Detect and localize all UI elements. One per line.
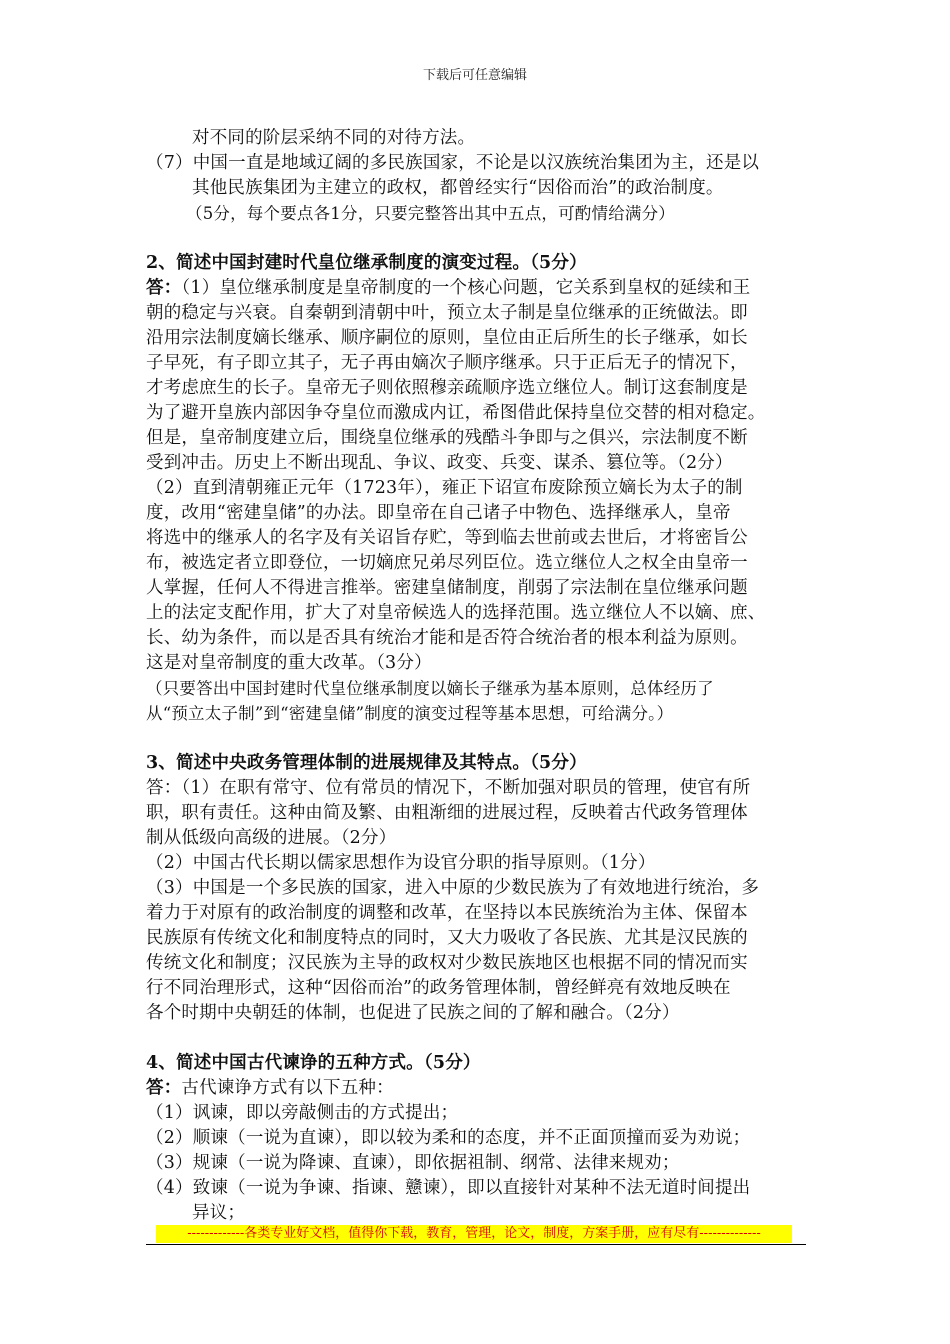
question2-answer-line: 将选中的继承人的名字及有关诏旨存贮，等到临去世前或去世后，才将密旨公 [146,528,748,548]
question2-answer-line: 长、幼为条件，而以是否具有统治才能和是否符合统治者的根本利益为原则。 [146,628,748,648]
question4-answer-line: （2）顺谏（一说为直谏），即以较为柔和的态度，并不正面顶撞而妥为劝说； [146,1128,751,1148]
point7-line2: 其他民族集团为主建立的政权，都曾经实行“因俗而治”的政治制度。 [192,178,724,198]
document-body [146,126,826,1226]
footer-divider [146,1244,806,1245]
question2-answer-line: 布，被选定者立即登位，一切嫡庶兄弟尽列臣位。选立继位人之权全由皇帝一 [146,553,748,573]
question4-intro: 古代谏诤方式有以下五种： [181,1078,394,1098]
question2-answer-line: 受到冲击。历史上不断出现乱、争议、政变、兵变、谋杀、篡位等。（2分） [146,453,733,473]
question2-answer-line: 子早死，有子即立其子，无子再由嫡次子顺序继承。只于正后无子的情况下， [146,353,748,373]
question3-answer-line: （3）中国是一个多民族的国家，进入中原的少数民族为了有效地进行统治，多 [146,878,760,898]
question2-answer-line: 度，改用“密建皇储”的办法。即皇帝在自己诸子中物色、选择继承人，皇帝 [146,503,731,523]
question2-note-line: （只要答出中国封建时代皇位继承制度以嫡长子继承为基本原则，总体经历了 [146,679,714,698]
question2-title: 2、简述中国封建时代皇位继承制度的演变过程。（5分） [146,253,587,273]
answer-label: 答： [146,1078,182,1098]
question2-note-line: 从“预立太子制”到“密建皇储”制度的演变过程等基本思想，可给满分。） [146,704,674,723]
question4-answer-line: （3）规谏（一说为降谏、直谏），即依据祖制、纲常、法律来规劝； [146,1153,680,1173]
question3-answer-line: 制从低级向高级的进展。（2分） [146,828,397,848]
question3-title: 3、简述中央政务管理体制的进展规律及其特点。（5分） [146,753,587,773]
answer-label: 答： [146,278,182,298]
footer-banner: -------------各类专业好文档，值得你下载，教育，管理，论文，制度，方案手册，应有尽有-------------- [156,1225,792,1243]
question4-answer-line: （1）讽谏，即以旁敲侧击的方式提出； [146,1103,459,1123]
question2-answer-line: 这是对皇帝制度的重大改革。（3分） [146,653,432,673]
question2-answer-line: （2）直到清朝雍正元年（1723年），雍正下诏宣布废除预立嫡长为太子的制 [146,478,743,498]
question3-answer-line: （2）中国古代长期以儒家思想作为设官分职的指导原则。（1分） [146,853,656,873]
question2-answer-line: 为了避开皇族内部因争夺皇位而激成内讧，希图借此保持皇位交替的相对稳定。 [146,403,766,423]
point7-line1: （7）中国一直是地域辽阔的多民族国家，不论是以汉族统治集团为主，还是以 [146,153,760,173]
question3-answer-line: 各个时期中央朝廷的体制，也促进了民族之间的了解和融合。（2分） [146,1003,680,1023]
question3-answer-line: 民族原有传统文化和制度特点的同时，又大力吸收了各民族、尤其是汉民族的 [146,928,748,948]
question2-answer-line: 沿用宗法制度嫡长继承、顺序嗣位的原则，皇位由正后所生的长子继承，如长 [146,328,748,348]
question4-intro-line [146,1076,826,1101]
question2-answer-line: 但是，皇帝制度建立后，围绕皇位继承的残酷斗争即与之俱兴，宗法制度不断 [146,428,748,448]
question2-answer-first-line [146,276,826,301]
spacer [146,726,826,751]
question2-answer-line: 上的法定支配作用，扩大了对皇帝候选人的选择范围。选立继位人不以嫡、庶、 [146,603,766,623]
question2-answer-line: （1）皇位继承制度是皇帝制度的一个核心问题，它关系到皇权的延续和王 [181,278,751,298]
scoring-note: （5分，每个要点各1分，只要完整答出其中五点，可酌情给满分） [186,204,675,223]
question3-answer-line: 传统文化和制度；汉民族为主导的政权对少数民族地区也根据不同的情况而实 [146,953,748,973]
question2-answer-line: 才考虑庶生的长子。皇帝无子则依照穆亲疏顺序选立继位人。制订这套制度是 [146,378,748,398]
question4-answer-line: 异议； [192,1203,246,1223]
question3-answer-line: 着力于对原有的政治制度的调整和改革，在坚持以本民族统治为主体、保留本 [146,903,748,923]
spacer [146,1026,826,1051]
question2-answer-line: 朝的稳定与兴衰。自秦朝到清朝中叶，预立太子制是皇位继承的正统做法。即 [146,303,748,323]
section1-line: 对不同的阶层采纳不同的对待方法。 [192,128,476,148]
spacer [146,226,826,251]
question3-answer-line: 答：（1）在职有常守、位有常员的情况下，不断加强对职员的管理，使官有所 [146,778,751,798]
question2-answer-line: 人掌握，任何人不得进言推举。密建皇储制度，削弱了宗法制在皇位继承问题 [146,578,748,598]
question4-answer-line: （4）致谏（一说为争谏、指谏、戆谏），即以直接针对某种不法无道时间提出 [146,1178,751,1198]
question3-answer-line: 职，职有责任。这种由简及繁、由粗渐细的进展过程，反映着古代政务管理体 [146,803,748,823]
question4-title: 4、简述中国古代谏诤的五种方式。（5分） [146,1053,481,1073]
page-header: 下载后可任意编辑 [422,68,527,83]
question3-answer-line: 行不同治理形式，这种“因俗而治”的政务管理体制，曾经鲜亮有效地反映在 [146,978,731,998]
